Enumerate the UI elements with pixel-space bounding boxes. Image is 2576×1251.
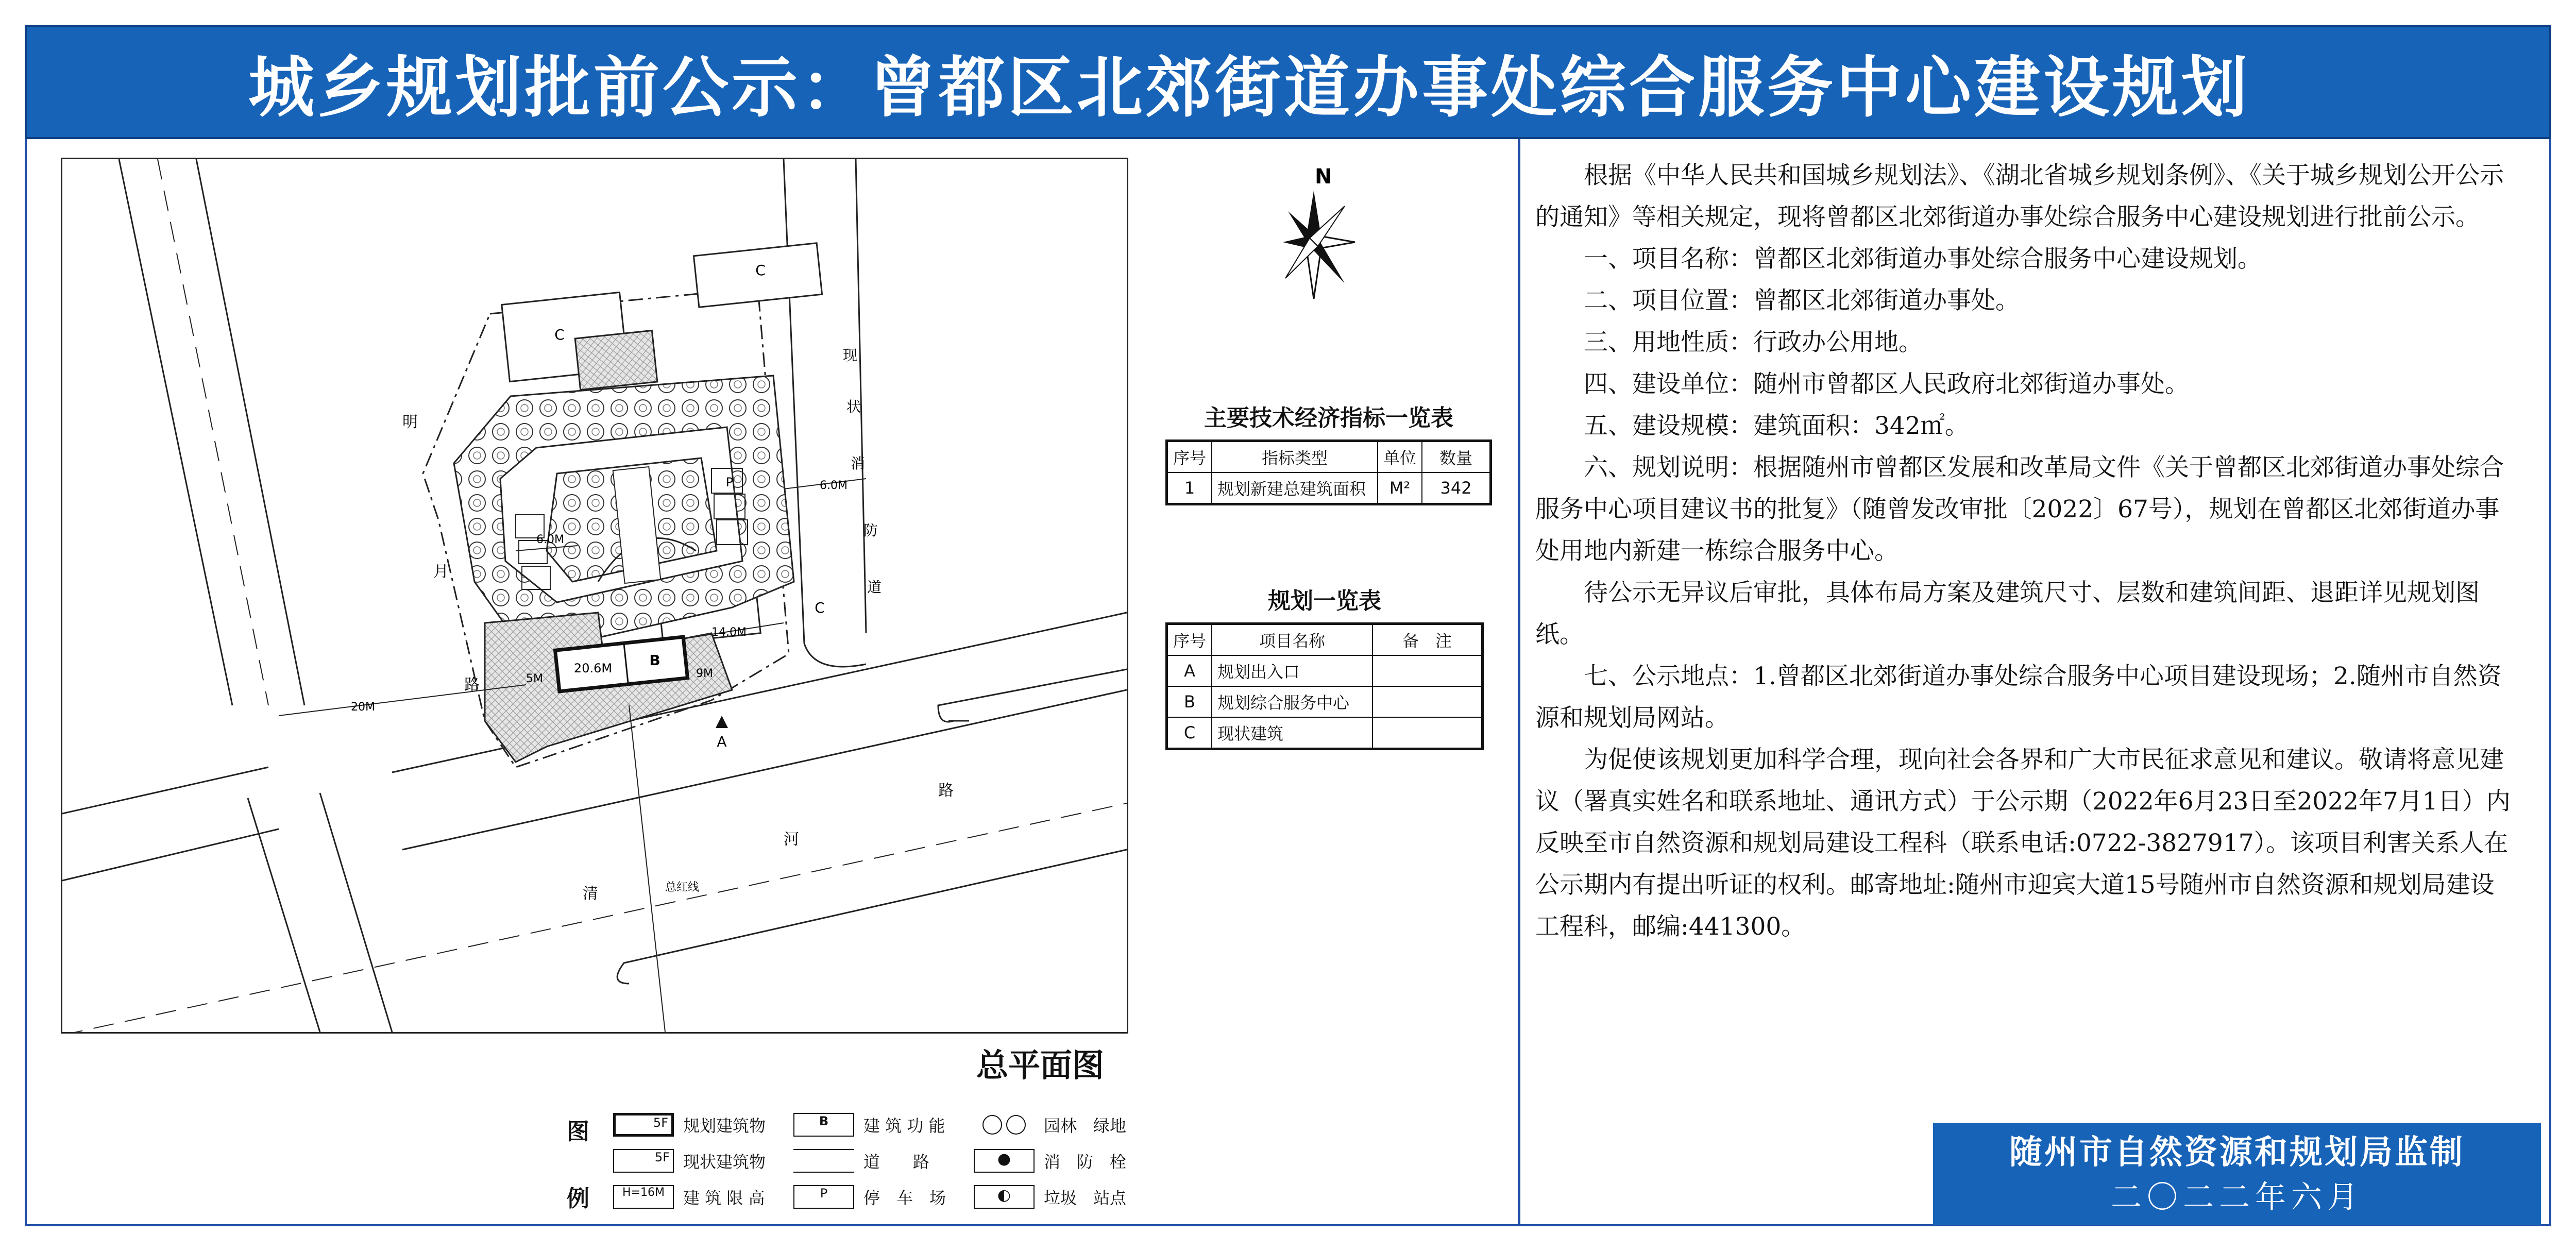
- notice-paragraph-2: 二、项目位置：曾都区北郊街道办事处。: [1584, 286, 2020, 315]
- legend-item-planned-building: 5F 规划建筑物: [613, 1113, 766, 1137]
- plan-col-index: 序号: [1167, 624, 1212, 656]
- west-road: [119, 159, 392, 1032]
- tech-col-type: 指标类型: [1212, 441, 1378, 473]
- notice-paragraph-6: 六、规划说明：根据随州市曾都区发展和改革局文件《关于曾都区北郊街道办事处综合服务中心项目建议书的批复》（随曾发改审批〔2022〕67号），规划在曾都区北郊街道办事处用地内新建一栋综合服务中心。: [1535, 453, 2504, 565]
- plan-table-block: [1165, 582, 1484, 750]
- west-road-char-2: 月: [433, 563, 449, 581]
- south-road-char-2: 河: [784, 831, 799, 849]
- south-road-char-1: 清: [583, 885, 598, 903]
- road-icon: [793, 1149, 854, 1173]
- dim-center: 总红线: [665, 881, 700, 894]
- east-road-char-2: 状: [846, 398, 861, 415]
- tech-col-amount: 数量: [1422, 441, 1491, 473]
- existing-label-c3: C: [815, 599, 825, 616]
- dim-20m: 20M: [351, 701, 375, 714]
- legend-item-hydrant: ● 消 防 栓: [974, 1149, 1126, 1173]
- planned-building-symbol: 5F: [613, 1113, 674, 1137]
- legend-item-function: B 建 筑 功 能: [793, 1113, 945, 1137]
- west-road-char-3: 路: [464, 676, 480, 694]
- height-limit-symbol: H=16M: [613, 1185, 674, 1209]
- table-row: 1 规划新建总建筑面积 M² 342: [1167, 472, 1491, 504]
- north-arrow: [1273, 160, 1376, 309]
- trash-station-icon: ◐: [974, 1185, 1035, 1209]
- issuer-sign: [1933, 1123, 2541, 1225]
- legend-item-existing-building: 5F 现状建筑物: [613, 1149, 766, 1173]
- page-title: 城乡规划批前公示：曾都区北郊街道办事处综合服务中心建设规划: [248, 49, 2251, 126]
- east-road-char-1: 现: [843, 347, 858, 364]
- legend-item-green: 园林 绿地: [974, 1113, 1126, 1137]
- fire-hydrant-icon: ●: [974, 1149, 1035, 1173]
- entrance-arrow: [716, 716, 728, 728]
- notice-paragraph-feedback: 为促使该规划更加科学合理，现向社会各界和广大市民征求意见和建议。敬请将意见建议（署真实姓名和联系地址、通讯方式）于公示期（2022年6月23日至2022年7月1日）内反映至市自然资源和规划局建设工程科（联系电话:0722-3827917）。该项目利害关系人在公示期内有提出听证的权利。邮寄地址:随州市迎宾大道15号随州市自然资源和规划局建设工程科，邮编:441300。: [1535, 746, 2511, 941]
- notice-paragraph-4: 四、建设单位：随州市曾都区人民政府北郊街道办事处。: [1584, 370, 2189, 398]
- east-road-char-4: 防: [863, 522, 878, 539]
- legend-item-trash: ◐ 垃圾 站点: [974, 1185, 1126, 1209]
- tech-table-block: [1165, 399, 1492, 505]
- building-label-b: B: [649, 652, 660, 669]
- notice-paragraph-intro: 根据《中华人民共和国城乡规划法》、《湖北省城乡规划条例》、《关于城乡规划公开公示的通知》等相关规定，现将曾都区北郊街道办事处综合服务中心建设规划进行批前公示。: [1535, 161, 2504, 231]
- notice-text: [1535, 155, 2514, 948]
- notice-paragraph-5: 五、建设规模：建筑面积：342㎡。: [1584, 412, 1969, 440]
- notice-paragraph-pending: 待公示无异议后审批，具体布局方案及建筑尺寸、层数和建筑间距、退距详见规划图纸。: [1535, 579, 2480, 649]
- legend-label-1: 图: [567, 1119, 589, 1145]
- title-banner: [25, 25, 2551, 139]
- panel-divider: [1518, 139, 1520, 1226]
- south-road-char-3: 路: [938, 782, 954, 800]
- east-road-char-3: 消: [851, 455, 866, 472]
- tech-col-index: 序号: [1167, 441, 1212, 473]
- existing-label-c2: C: [755, 262, 766, 279]
- legend: [567, 1113, 1133, 1221]
- plan-title: 总平面图: [976, 1046, 1105, 1084]
- parking-symbol: P: [793, 1185, 854, 1209]
- existing-label-c1: C: [554, 326, 565, 343]
- dim-5m: 5M: [526, 672, 543, 685]
- entrance-label: A: [717, 733, 727, 750]
- east-road-char-5: 道: [867, 579, 882, 596]
- legend-item-parking: P 停 车 场: [793, 1185, 946, 1209]
- legend-item-road: 道 路: [793, 1149, 929, 1173]
- legend-item-height: H=16M 建 筑 限 高: [613, 1185, 765, 1209]
- plan-table: [1165, 622, 1484, 750]
- dim-6m-b: 6.0M: [536, 533, 564, 546]
- legend-label-2: 例: [567, 1186, 589, 1212]
- plan-table-title: 规划一览表: [1268, 588, 1381, 614]
- tech-table-title: 主要技术经济指标一览表: [1204, 405, 1454, 431]
- plan-col-note: 备 注: [1372, 624, 1483, 656]
- notice-paragraph-7: 七、公示地点：1.曾都区北郊街道办事处综合服务中心项目建设现场；2.随州市自然资源和规划局网站。: [1535, 662, 2502, 732]
- notice-paragraph-1: 一、项目名称：曾都区北郊街道办事处综合服务中心建设规划。: [1584, 245, 2262, 273]
- dim-20-6m: 20.6M: [573, 661, 613, 675]
- table-row: B 规划综合服务中心: [1167, 686, 1483, 717]
- tree-icon: [974, 1113, 1035, 1137]
- issuer-name: 随州市自然资源和规划局监制: [2009, 1134, 2465, 1172]
- existing-building-symbol: 5F: [613, 1149, 674, 1173]
- notice-paragraph-3: 三、用地性质：行政办公用地。: [1584, 328, 1923, 357]
- dim-9m: 9M: [696, 667, 713, 680]
- table-row: C 现状建筑: [1167, 717, 1483, 749]
- site-plan-svg: [62, 159, 1127, 1032]
- dim-6m-a: 6.0M: [820, 479, 848, 492]
- table-row: A 规划出入口: [1167, 655, 1483, 686]
- tech-col-unit: 单位: [1378, 441, 1422, 473]
- west-road-char-1: 明: [402, 413, 418, 431]
- dim-14m: 14.0M: [711, 626, 747, 639]
- site-plan-drawing: [61, 158, 1128, 1034]
- north-label: N: [1315, 165, 1332, 189]
- plan-col-name: 项目名称: [1212, 624, 1372, 656]
- parking-label: P: [725, 475, 734, 489]
- function-symbol: B: [793, 1113, 854, 1137]
- tech-table: [1165, 439, 1492, 505]
- issue-date: 二〇二二年六月: [2111, 1179, 2363, 1215]
